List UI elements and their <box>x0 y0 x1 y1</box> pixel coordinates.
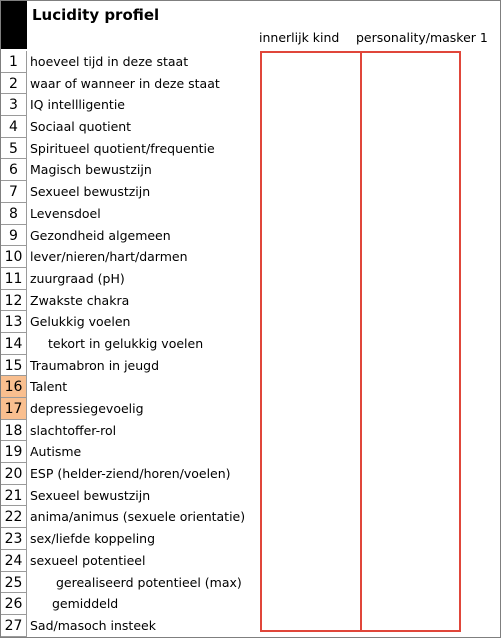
row-label[interactable]: depressiegevoelig <box>30 401 144 416</box>
row-header[interactable]: 23 <box>1 528 27 550</box>
row-header[interactable]: 11 <box>1 268 27 290</box>
row-label[interactable]: Talent <box>30 379 68 395</box>
row-header[interactable]: 14 <box>1 333 27 355</box>
column-header-personality-masker[interactable]: personality/masker 1 <box>356 30 488 45</box>
row-label[interactable]: Sociaal quotient <box>30 119 132 135</box>
row-header[interactable]: 7 <box>1 181 27 203</box>
row-label[interactable]: tekort in gelukkig voelen <box>48 335 204 351</box>
row-label[interactable]: Autisme <box>30 444 82 460</box>
highlight-box-divider <box>360 51 362 632</box>
row-header-selected[interactable]: 16 <box>1 376 27 398</box>
row-header[interactable]: 12 <box>1 290 27 312</box>
row-header[interactable]: 1 <box>1 51 27 73</box>
row-label[interactable]: sex/liefde koppeling <box>30 531 156 547</box>
row-label[interactable]: gerealiseerd potentieel (max) <box>56 574 242 590</box>
row-header[interactable]: 26 <box>1 593 27 615</box>
row-label[interactable]: zuurgraad (pH) <box>30 270 125 286</box>
row-label[interactable]: gemiddeld <box>52 596 119 612</box>
row-header[interactable]: 27 <box>1 615 27 637</box>
row-label[interactable]: Traumabron in jeugd <box>30 357 160 373</box>
row-header[interactable]: 6 <box>1 159 27 181</box>
row-label[interactable]: IQ intellligentie <box>30 97 125 113</box>
row-header[interactable]: 8 <box>1 203 27 225</box>
row-header[interactable]: 9 <box>1 225 27 247</box>
row-header[interactable]: 25 <box>1 572 27 594</box>
row-label[interactable]: lever/nieren/hart/darmen <box>30 249 188 265</box>
row-header[interactable]: 19 <box>1 441 27 463</box>
row-header[interactable]: 22 <box>1 506 27 528</box>
column-headers <box>259 30 488 45</box>
row-label[interactable]: Gelukkig voelen <box>30 314 131 330</box>
row-label[interactable]: ESP (helder-ziend/horen/voelen) <box>30 466 231 482</box>
row-header[interactable]: 13 <box>1 311 27 333</box>
row-label[interactable]: hoeveel tijd in deze staat <box>30 54 189 69</box>
row-label[interactable]: anima/animus (sexuele orientatie) <box>30 509 246 525</box>
row-label[interactable]: Sexueel bewustzijn <box>30 487 151 503</box>
row-header[interactable]: 5 <box>1 138 27 160</box>
row-label[interactable]: Sexueel bewustzijn <box>30 184 151 200</box>
row-label[interactable]: Gezondheid algemeen <box>30 227 171 243</box>
sheet-title: Lucidity profiel <box>32 6 160 24</box>
row-label[interactable]: sexueel potentieel <box>30 552 146 568</box>
column-header-innerlijk-kind[interactable]: innerlijk kind <box>259 30 340 45</box>
row-header[interactable]: 20 <box>1 463 27 485</box>
row-header-selected[interactable]: 17 <box>1 398 27 420</box>
row-header[interactable]: 4 <box>1 116 27 138</box>
row-label[interactable]: waar of wanneer in deze staat <box>30 75 220 91</box>
row-header[interactable]: 3 <box>1 94 27 116</box>
row-label[interactable]: Magisch bewustzijn <box>30 162 152 178</box>
row-header[interactable]: 18 <box>1 420 27 442</box>
row-label[interactable]: Zwakste chakra <box>30 292 130 308</box>
row-header[interactable]: 24 <box>1 550 27 572</box>
row-header[interactable]: 2 <box>1 73 27 95</box>
row-label[interactable]: slachtoffer-rol <box>30 422 117 438</box>
select-all-corner[interactable] <box>1 1 27 49</box>
row-header[interactable]: 10 <box>1 246 27 268</box>
row-header[interactable]: 15 <box>1 355 27 377</box>
row-label[interactable]: Levensdoel <box>30 205 101 221</box>
row-label[interactable]: Spiritueel quotient/frequentie <box>30 140 215 156</box>
row-header[interactable]: 21 <box>1 485 27 507</box>
row-label[interactable]: Sad/masoch insteek <box>30 617 156 633</box>
